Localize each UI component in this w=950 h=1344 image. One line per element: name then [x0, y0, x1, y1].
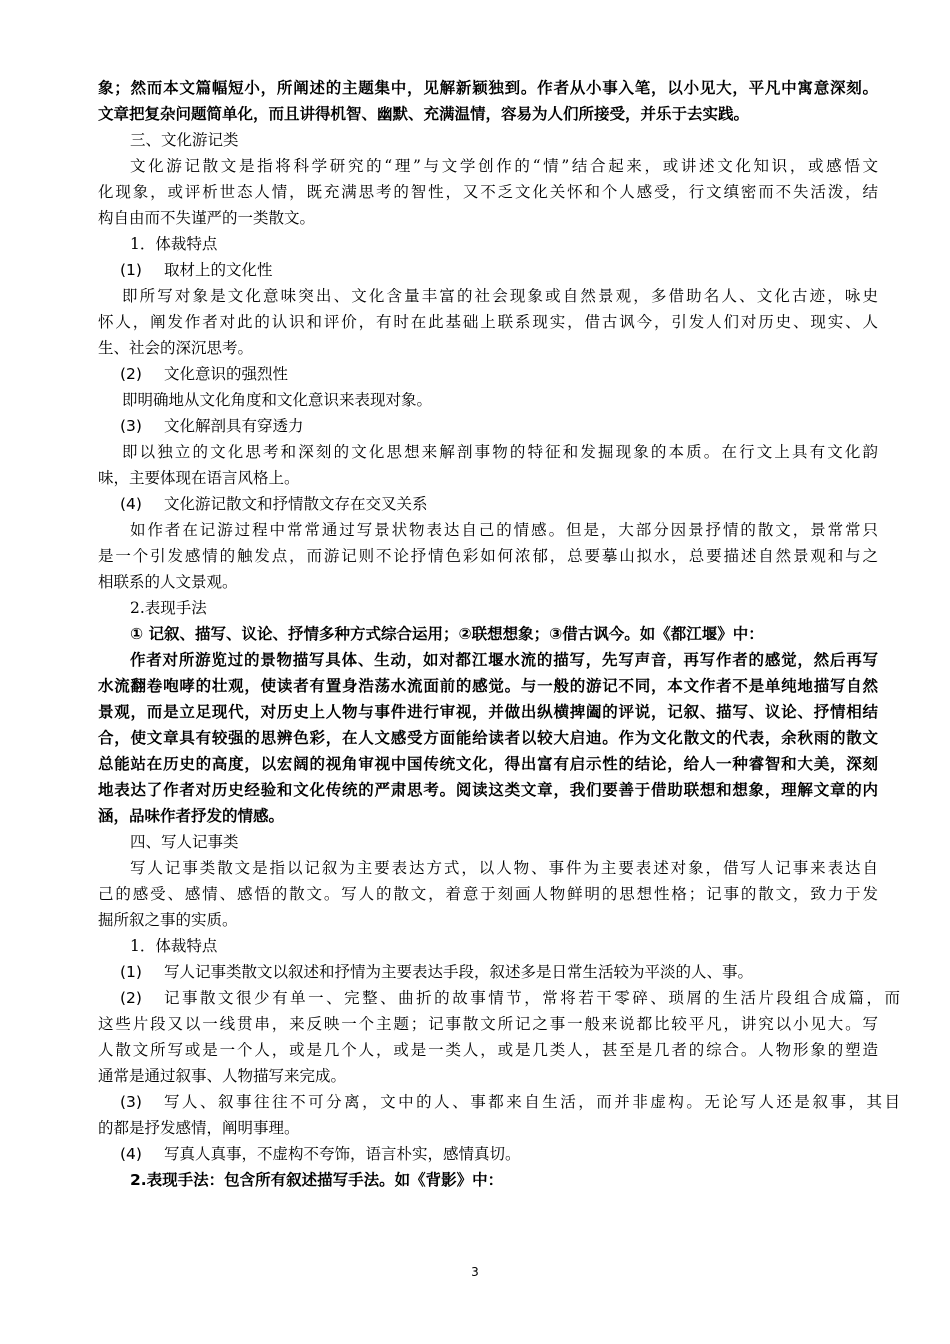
list-item-text: 文化解剖具有穿透力 — [164, 417, 304, 435]
text-line: 合，使文章具有较强的思辨色彩，在人文感受方面能给读者以较大启迪。作为文化散文的代表，余秋雨的散文 — [98, 729, 878, 747]
list-item-text: 文化意识的强烈性 — [164, 365, 289, 383]
text-line: 这些片段又以一线贯串，来反映一个主题；记事散文所记之事一般来说都比较平凡，讲究以小见大。写 — [98, 1015, 878, 1033]
text-line — [98, 416, 878, 436]
text-line: 相联系的人文景观。 — [98, 573, 238, 591]
list-item-text: 取材上的文化性 — [164, 261, 273, 279]
list-number: (3) — [120, 417, 142, 435]
list-number: (4) — [120, 1145, 142, 1163]
text-line: 写人记事类散文是指以记叙为主要表达方式，以人物、事件为主要表述对象，借写人记事来表达自 — [130, 859, 878, 877]
list-number: (1) — [120, 963, 142, 981]
text-line: 构自由而不失谨严的一类散文。 — [98, 209, 316, 227]
text-line: 文章把复杂问题简单化，而且讲得机智、幽默、充满温情，容易为人们所接受，并乐于去实践。 — [98, 105, 750, 123]
text-line: 作者对所游览过的景物描写具体、生动，如对都江堰水流的描写，先写声音，再写作者的感觉，然后再写 — [130, 651, 878, 669]
text-line: 四、写人记事类 — [130, 833, 239, 851]
text-line: 景观，而是立足现代，对历史上人物与事件进行审视，并做出纵横捭阖的评说，记叙、描写、议论、抒情相结 — [98, 703, 878, 721]
text-line: 怀人，阐发作者对此的认识和评价，有时在此基础上联系现实，借古讽今，引发人们对历史、现实、人 — [98, 313, 878, 331]
text-line: 1．体裁特点 — [130, 235, 218, 253]
document-body — [98, 78, 900, 1196]
text-line: 即所写对象是文化意味突出、文化含量丰富的社会现象或自然景观，多借助名人、文化古迹，咏史 — [122, 287, 878, 305]
text-line: 化现象，或评析世态人情，既充满思考的智性，又不乏文化关怀和个人感受，行文缜密而不失活泼，结 — [98, 183, 878, 201]
text-line: 即以独立的文化思考和深刻的文化思想来解剖事物的特征和发掘现象的本质。在行文上具有文化韵 — [122, 443, 878, 461]
text-line — [98, 988, 900, 1008]
text-line: 如作者在记游过程中常常通过写景状物表达自己的情感。但是，大部分因景抒情的散文，景常常只 — [130, 521, 878, 539]
text-line: 涵，品味作者抒发的情感。 — [98, 807, 285, 825]
text-line — [98, 494, 878, 514]
text-line: ① 记叙、描写、议论、抒情多种方式综合运用；②联想想象；③借古讽今。如《都江堰》中： — [130, 625, 764, 643]
text-line: 三、文化游记类 — [130, 131, 239, 149]
list-number: (2) — [120, 989, 142, 1007]
list-item-text: 文化游记散文和抒情散文存在交叉关系 — [164, 495, 428, 513]
text-line: 通常是通过叙事、人物描写来完成。 — [98, 1067, 347, 1085]
page-number: 3 — [471, 1265, 479, 1279]
list-item-text: 写人记事类散文以叙述和抒情为主要表达手段，叙述多是日常生活较为平淡的人、事。 — [164, 963, 754, 981]
list-number: (3) — [120, 1093, 142, 1111]
list-item-text: 写真人真事，不虚构不夸饰，语言朴实，感情真切。 — [164, 1145, 521, 1163]
text-line — [98, 1092, 900, 1112]
text-line: 掘所叙之事的实质。 — [98, 911, 238, 929]
text-line: 水流翻卷咆哮的壮观，使读者有置身浩荡水流面前的感觉。与一般的游记不同，本文作者不是单纯地描写自然 — [98, 677, 878, 695]
text-line: 生、社会的深沉思考。 — [98, 339, 254, 357]
text-line — [98, 962, 878, 982]
list-number: (2) — [120, 365, 142, 383]
list-number: (4) — [120, 495, 142, 513]
text-line: 象；然而本文篇幅短小，所阐述的主题集中，见解新颖独到。作者从小事入笔，以小见大，平凡中寓意深刻。 — [98, 79, 878, 97]
text-line: 的都是抒发感情，阐明事理。 — [98, 1119, 300, 1137]
list-item-text: 记事散文很少有单一、完整、曲折的故事情节，常将若干零碎、琐屑的生活片段组合成篇，而 — [164, 989, 900, 1007]
text-line: 文化游记散文是指将科学研究的“理”与文学创作的“情”结合起来，或讲述文化知识，或感悟文 — [130, 157, 878, 175]
list-item-text: 写人、叙事往往不可分离，文中的人、事都来自生活，而并非虚构。无论写人还是叙事，其目 — [164, 1093, 900, 1111]
text-line: 2.表现手法：包含所有叙述描写手法。如《背影》中： — [130, 1171, 504, 1189]
list-number: (1) — [120, 261, 142, 279]
text-line: 己的感受、感情、感悟的散文。写人的散文，着意于刻画人物鲜明的思想性格；记事的散文，致力于发 — [98, 885, 878, 903]
text-line: 总能站在历史的高度，以宏阔的视角审视中国传统文化，得出富有启示性的结论，给人一种睿智和大美，深刻 — [98, 755, 878, 773]
text-line: 是一个引发感情的触发点，而游记则不论抒情色彩如何浓郁，总要摹山拟水，总要描述自然景观和与之 — [98, 547, 878, 565]
text-line: 2.表现手法 — [130, 599, 207, 617]
text-line: 即明确地从文化角度和文化意识来表现对象。 — [122, 391, 433, 409]
text-line: 人散文所写或是一个人，或是几个人，或是一类人，或是几类人，甚至是几者的综合。人物形象的塑造 — [98, 1041, 878, 1059]
text-line: 1．体裁特点 — [130, 937, 218, 955]
text-line: 味，主要体现在语言风格上。 — [98, 469, 300, 487]
text-line — [98, 364, 878, 384]
text-line — [98, 260, 878, 280]
text-line: 地表达了作者对历史经验和文化传统的严肃思考。阅读这类文章，我们要善于借助联想和想象，理解文章的内 — [98, 781, 878, 799]
text-line — [98, 1144, 878, 1164]
